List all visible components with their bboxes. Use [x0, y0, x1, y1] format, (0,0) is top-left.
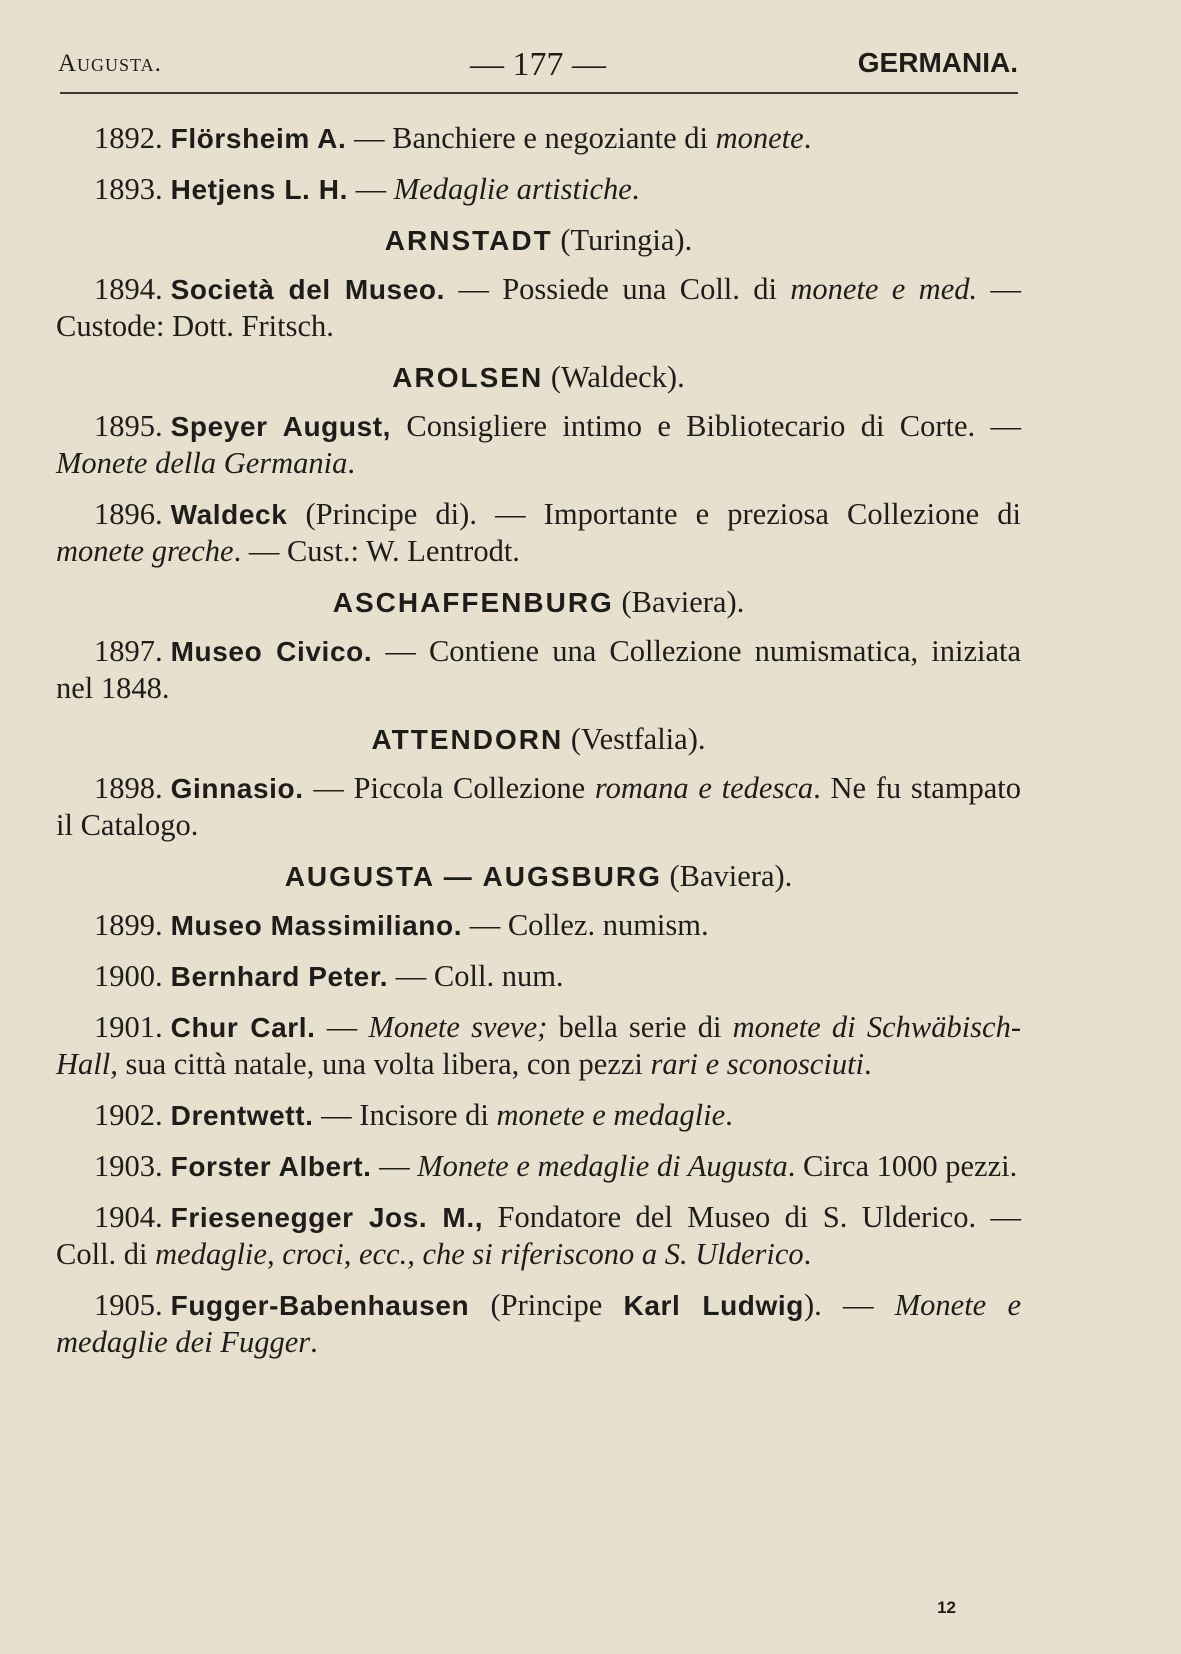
city-heading-arolsen: AROLSEN (Waldeck). [392, 360, 685, 394]
entry-1899: 1899. Museo Massimiliano. — Collez. numism. [94, 908, 709, 942]
entry-1895: 1895. Speyer August, Consigliere intimo e Bibliotecario di Corte. — Monete della Germania. [56, 409, 1022, 480]
city-heading-attendorn: ATTENDORN (Vestfalia). [371, 722, 706, 756]
entry-1893: 1893. Hetjens L. H. — Medaglie artistiche. [94, 172, 640, 206]
page-body [56, 120, 1021, 1375]
entry-1904: 1904. Friesenegger Jos. M., Fondatore del Museo di S. Ulderico. — Coll. di medaglie, croci, ecc., che si riferiscono a S. Ulderico. [56, 1200, 1021, 1271]
entry-1900: 1900. Bernhard Peter. — Coll. num. [94, 959, 564, 993]
entry-1896: 1896. Waldeck (Principe di). — Importante e preziosa Collezione di monete greche. — Cust.: W. Lentrodt. [56, 497, 1021, 568]
running-header [58, 44, 1018, 84]
signature-mark: 12 [937, 1598, 956, 1617]
header-city: Augusta. [58, 50, 162, 77]
entry-1898: 1898. Ginnasio. — Piccola Collezione romana e tedesca. Ne fu stampato il Catalogo. [56, 771, 1021, 842]
entry-1905: 1905. Fugger-Babenhausen (Principe Karl Ludwig). — Monete e medaglie dei Fugger. [56, 1288, 1022, 1359]
page-number: — 177 — [470, 46, 606, 83]
entry-1892: 1892. Flörsheim A. — Banchiere e negoziante di monete. [94, 121, 812, 155]
entry-1894: 1894. Società del Museo. — Possiede una Coll. di monete e med. — Custode: Dott. Fritsch. [56, 272, 1021, 343]
entry-1897: 1897. Museo Civico. — Contiene una Collezione numismatica, iniziata nel 1848. [56, 634, 1022, 705]
entry-1902: 1902. Drentwett. — Incisore di monete e medaglie. [94, 1098, 733, 1132]
entry-1901: 1901. Chur Carl. — Monete sveve; bella serie di monete di Schwäbisch-Hall, sua città natale, una volta libera, con pezzi rari e sconosciuti. [56, 1010, 1021, 1081]
city-heading-augusta: AUGUSTA — AUGSBURG (Baviera). [284, 859, 793, 893]
city-heading-aschaffenburg: ASCHAFFENBURG (Baviera). [332, 585, 745, 619]
header-rule [60, 92, 1018, 94]
header-country: GERMANIA. [857, 47, 1018, 78]
city-heading-arnstadt: ARNSTADT (Turingia). [384, 223, 693, 257]
entry-1903: 1903. Forster Albert. — Monete e medaglie di Augusta. Circa 1000 pezzi. [94, 1149, 1018, 1183]
